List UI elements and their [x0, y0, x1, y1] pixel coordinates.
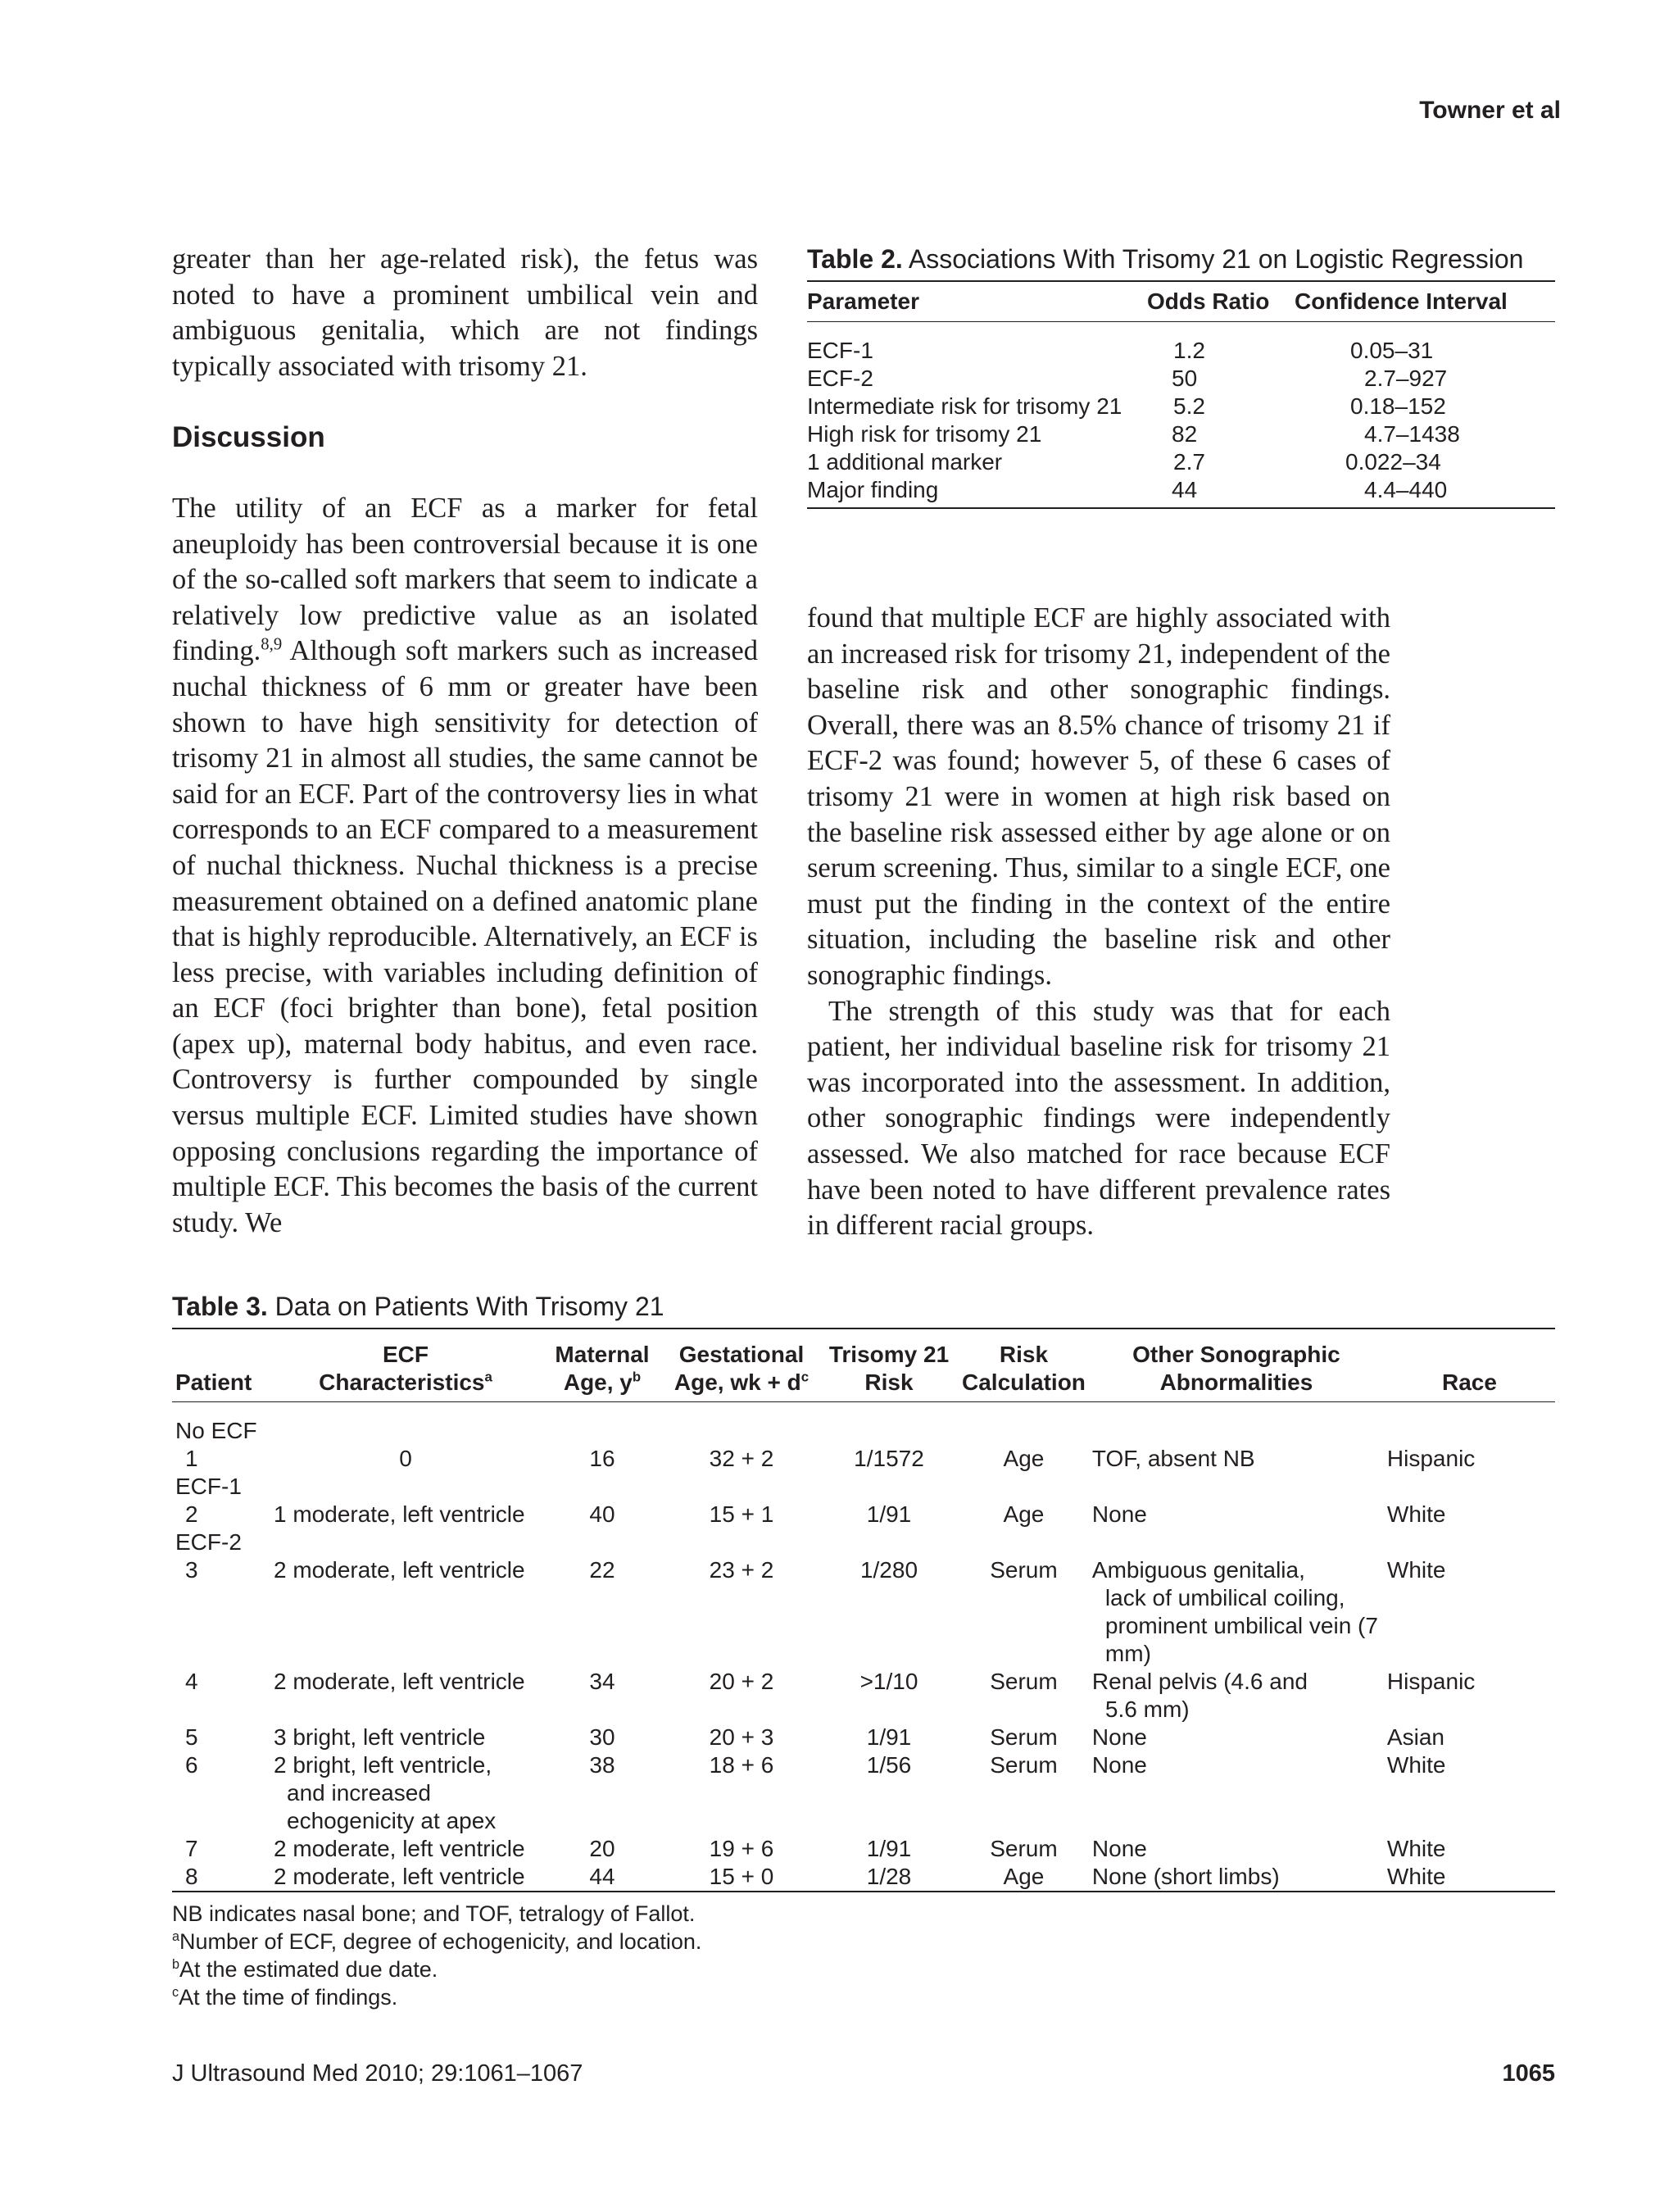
table-cell: 2 bright, left ventricle, and increased echogenicity at apex — [274, 1752, 497, 1833]
table-cell: 4.4–440 — [1364, 477, 1448, 502]
table-cell: 50 — [1172, 366, 1198, 391]
table-cell: Asian — [1386, 1724, 1444, 1750]
journal-citation: J Ultrasound Med 2010; 29:1061–1067 — [172, 2060, 583, 2087]
column-header: Parameter — [807, 281, 1147, 322]
table-2-grid — [807, 280, 1555, 509]
table-footnotes — [172, 1900, 701, 2011]
table-row — [807, 393, 1555, 420]
table-cell: 1/56 — [866, 1752, 912, 1778]
table-cell: White — [1386, 1864, 1446, 1889]
table-cell: 82 — [1172, 421, 1198, 447]
table-row — [807, 322, 1555, 366]
paragraph — [172, 491, 758, 1241]
table-cell: 20 + 2 — [709, 1669, 774, 1694]
table-cell: 2 moderate, left ventricle — [274, 1669, 525, 1694]
table-cell: 0.18–152 — [1350, 393, 1446, 419]
table-cell: Hispanic — [1386, 1669, 1476, 1694]
table-row — [807, 476, 1555, 508]
table-row — [172, 1445, 1555, 1473]
running-head: Towner et al — [1419, 97, 1561, 124]
left-column — [172, 242, 758, 1241]
table-cell: White — [1386, 1501, 1446, 1527]
table-cell: 1/91 — [866, 1501, 912, 1527]
table-cell: >1/10 — [859, 1669, 918, 1694]
section-heading: Discussion — [172, 421, 325, 454]
table-row — [172, 1751, 1555, 1835]
paragraph: The strength of this study was that for each patient, her individual baseline risk for trisomy 21 was incorporated into the assessment. In addition, other sonographic findings were independently assessed. We also matched for race because ECF have been noted to have different prevalence rates in different racial groups. — [807, 995, 1390, 1242]
table-label: Table 2. — [807, 244, 903, 274]
table-cell: 23 + 2 — [709, 1557, 774, 1583]
table-cell: None — [1091, 1724, 1147, 1750]
table-cell: White — [1386, 1752, 1446, 1778]
table-cell: 5.2 — [1173, 393, 1205, 419]
column-header: Risk Calculation — [959, 1329, 1089, 1402]
table-cell: 3 — [185, 1557, 198, 1583]
table-cell: 18 + 6 — [709, 1752, 774, 1778]
table-cell: 2 moderate, left ventricle — [274, 1557, 525, 1583]
page-number: 1065 — [1502, 2060, 1555, 2087]
group-label: ECF-2 — [175, 1529, 242, 1555]
table-cell: 1/28 — [866, 1864, 912, 1889]
table-row — [172, 1863, 1555, 1892]
table-caption — [807, 242, 1555, 276]
column-header: Other Sonographic Abnormalities — [1089, 1329, 1384, 1402]
table-3 — [172, 1289, 1555, 1892]
column-header: Gestational Age, wk + $d^c$ — [664, 1329, 819, 1402]
table-cell: 1/91 — [866, 1836, 912, 1861]
table-row — [172, 1724, 1555, 1751]
table-row — [172, 1556, 1555, 1668]
table-cell: 1 — [185, 1446, 198, 1471]
table-cell: 2.7 — [1173, 449, 1205, 475]
table-cell: 44 — [1172, 477, 1198, 502]
table-cell: 16 — [589, 1446, 615, 1471]
table-cell: 0.05–31 — [1350, 338, 1434, 363]
table-row — [807, 365, 1555, 393]
group-label: ECF-1 — [175, 1474, 242, 1499]
column-header: Odds Ratio — [1147, 281, 1295, 322]
table-cell: Major finding — [807, 477, 939, 502]
table-cell: 1.2 — [1173, 338, 1205, 363]
table-cell: Serum — [990, 1836, 1058, 1861]
table-cell: 30 — [589, 1724, 615, 1750]
table-row — [807, 420, 1555, 448]
table-cell: White — [1386, 1836, 1446, 1861]
table-cell: Age — [1003, 1864, 1045, 1889]
table-label: Table 3. — [172, 1292, 268, 1321]
table-cell: Renal pelvis (4.6 and 5.6 mm) — [1091, 1669, 1308, 1722]
table-row — [172, 1835, 1555, 1863]
table-cell: 15 + 0 — [709, 1864, 774, 1889]
table-cell: Hispanic — [1386, 1446, 1476, 1471]
table-cell: 1/280 — [859, 1557, 918, 1583]
table-cell: 32 + 2 — [709, 1446, 774, 1471]
column-header: ECF Characteristics$^a$ — [270, 1329, 541, 1402]
table-cell: 0 — [399, 1446, 412, 1471]
table-cell: 4.7–1438 — [1364, 421, 1460, 447]
table-cell: 34 — [589, 1669, 615, 1694]
table-cell: 38 — [589, 1752, 615, 1778]
table-cell: 7 — [185, 1836, 198, 1861]
group-row — [172, 1402, 1555, 1446]
table-cell: Serum — [990, 1669, 1058, 1694]
group-row — [172, 1473, 1555, 1501]
table-row — [172, 1668, 1555, 1724]
group-row — [172, 1528, 1555, 1556]
table-title: Associations With Trisomy 21 on Logistic Regression — [908, 244, 1524, 274]
table-cell: High risk for trisomy 21 — [807, 421, 1042, 447]
table-cell: 19 + 6 — [709, 1836, 774, 1861]
table-cell: 22 — [589, 1557, 615, 1583]
reference-superscript: 8,9 — [261, 635, 283, 654]
table-row — [807, 448, 1555, 476]
table-cell: None (short limbs) — [1091, 1864, 1280, 1889]
table-row — [172, 1501, 1555, 1528]
table-cell: Age — [1003, 1446, 1045, 1471]
table-cell: 1 additional marker — [807, 449, 1003, 475]
paragraph: found that multiple ECF are highly associated with an increased risk for trisomy 21, independent of the baseline risk and other sonographic findings. Overall, there was an 8.5% chance of trisomy 21 if ECF-2 was found; however 5, of these 6 cases of trisomy 21 were in women at high risk based on the baseline risk assessed either by age alone or on serum screening. Thus, similar to a single ECF, one must put the finding in the context of the entire situation, including the baseline risk and other sonographic findings. — [807, 602, 1390, 991]
table-cell: 1/1572 — [854, 1446, 924, 1471]
table-cell: 40 — [589, 1501, 615, 1527]
right-column — [807, 601, 1390, 1244]
column-header: Trisomy 21 Risk — [819, 1329, 959, 1402]
table-cell: 0.022–34 — [1345, 449, 1441, 475]
table-cell: 20 — [589, 1836, 615, 1861]
table-cell: None — [1091, 1501, 1147, 1527]
table-cell: 1 moderate, left ventricle — [274, 1501, 525, 1527]
table-cell: 3 bright, left ventricle — [274, 1724, 486, 1750]
table-cell: 15 + 1 — [709, 1501, 774, 1527]
table-title: Data on Patients With Trisomy 21 — [274, 1292, 664, 1321]
table-cell: Intermediate risk for trisomy 21 — [807, 393, 1122, 419]
footnote: $^c$At the time of findings. — [172, 1985, 398, 2010]
table-cell: White — [1386, 1557, 1446, 1583]
table-3-grid — [172, 1328, 1555, 1892]
table-cell: 5 — [185, 1724, 198, 1750]
table-cell: 2 moderate, left ventricle — [274, 1836, 525, 1861]
column-header: Maternal Age, $y^b$ — [541, 1329, 664, 1402]
table-cell: TOF, absent NB — [1091, 1446, 1255, 1471]
table-cell: Ambiguous genitalia, lack of umbilical coiling, prominent umbilical vein (7 mm) — [1091, 1557, 1378, 1666]
paragraph-text: Although soft markers such as increased nuchal thickness of 6 mm or greater have been shown to have high sensitivity for detection of trisomy 21 in almost all studies, the same cannot be said for an ECF. Part of the controversy lies in what corresponds to an ECF compared to a measurement of nuchal thickness. Nuchal thickness is a precise measurement obtained on a defined anatomic plane that is highly reproducible. Alternatively, an ECF is less precise, with variables including definition of an ECF (foci brighter than bone), fetal position (apex up), maternal body habitus, and even race. Controversy is further compounded by single versus multiple ECF. Limited studies have shown opposing conclusions regarding the importance of multiple ECF. This becomes the basis of the current study. We — [172, 635, 758, 1238]
table-cell: 44 — [589, 1864, 615, 1889]
footnote: NB indicates nasal bone; and TOF, tetralogy of Fallot. — [172, 1901, 696, 1926]
table-cell: 8 — [185, 1864, 198, 1889]
table-cell: Serum — [990, 1724, 1058, 1750]
table-cell: 6 — [185, 1752, 198, 1778]
table-cell: Serum — [990, 1752, 1058, 1778]
column-header: Confidence Interval — [1295, 281, 1555, 322]
table-cell: None — [1091, 1752, 1147, 1778]
table-cell: Age — [1003, 1501, 1045, 1527]
column-header: Patient — [172, 1329, 270, 1402]
table-cell: 20 + 3 — [709, 1724, 774, 1750]
table-cell: ECF-1 — [807, 338, 873, 363]
table-cell: 4 — [185, 1669, 198, 1694]
table-cell: 2.7–927 — [1364, 366, 1448, 391]
table-cell: ECF-2 — [807, 366, 873, 391]
paragraph-text: The utility of an ECF as a marker for fetal aneuploidy has been controversial because it is one of the so-called soft markers that seem to indicate a relatively low predictive value as an isolated finding. — [172, 492, 758, 667]
table-caption — [172, 1289, 1555, 1324]
table-cell: 2 moderate, left ventricle — [274, 1864, 525, 1889]
table-cell: 1/91 — [866, 1724, 912, 1750]
table-cell: 2 — [185, 1501, 198, 1527]
table-2 — [807, 242, 1555, 509]
table-cell: Serum — [990, 1557, 1058, 1583]
group-label: No ECF — [175, 1418, 257, 1443]
table-cell: None — [1091, 1836, 1147, 1861]
footnote: $^a$Number of ECF, degree of echogenicity, and location. — [172, 1929, 702, 1954]
footnote: $^b$At the estimated due date. — [172, 1957, 438, 1982]
paragraph: greater than her age-related risk), the fetus was noted to have a prominent umbilical vein and ambiguous genitalia, which are not findings typically associated with trisomy 21. — [172, 243, 758, 382]
column-header: Race — [1384, 1329, 1555, 1402]
